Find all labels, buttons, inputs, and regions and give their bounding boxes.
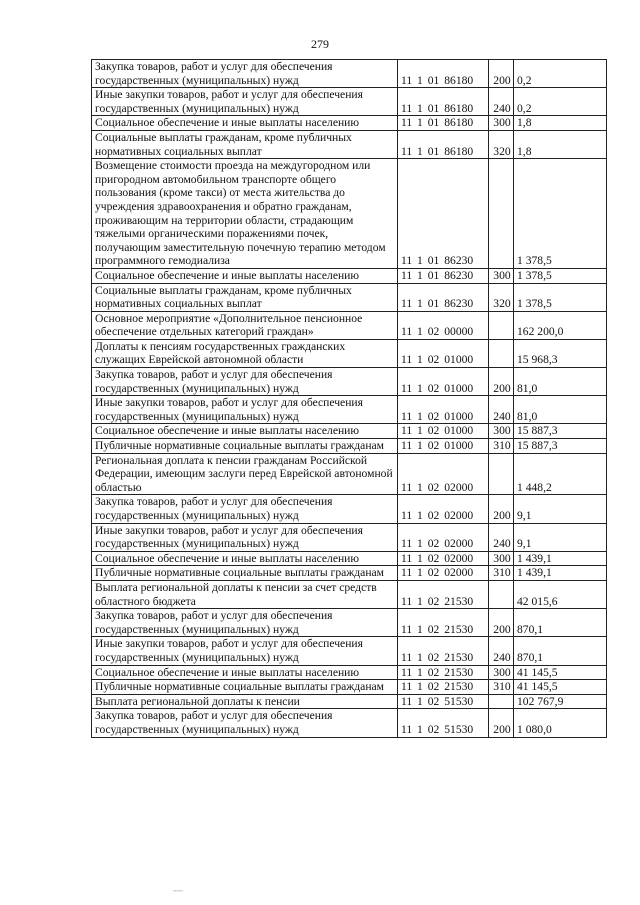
target-article-code: 11 1 02 21530 <box>398 680 489 695</box>
row-name: Выплата региональной доплаты к пенсии за счет средств областного бюджета <box>92 580 398 608</box>
expense-type-code: 300 <box>489 551 514 566</box>
amount: 1 378,5 <box>514 268 607 283</box>
row-name: Социальные выплаты гражданам, кроме публичных нормативных социальных выплат <box>92 130 398 158</box>
target-article-code: 11 1 02 02000 <box>398 495 489 523</box>
amount: 1 080,0 <box>514 709 607 737</box>
row-name: Иные закупки товаров, работ и услуг для обеспечения государственных (муниципальных) нужд <box>92 396 398 424</box>
row-name: Социальные выплаты гражданам, кроме публичных нормативных социальных выплат <box>92 283 398 311</box>
target-article-code: 11 1 02 02000 <box>398 566 489 581</box>
row-name: Иные закупки товаров, работ и услуг для обеспечения государственных (муниципальных) нужд <box>92 523 398 551</box>
amount: 870,1 <box>514 637 607 665</box>
expense-type-code: 200 <box>489 60 514 88</box>
row-name: Закупка товаров, работ и услуг для обеспечения государственных (муниципальных) нужд <box>92 368 398 396</box>
row-name: Социальное обеспечение и иные выплаты населению <box>92 665 398 680</box>
table-row <box>92 60 607 88</box>
expense-type-code <box>489 159 514 269</box>
row-name: Иные закупки товаров, работ и услуг для обеспечения государственных (муниципальных) нужд <box>92 637 398 665</box>
row-name: Публичные нормативные социальные выплаты гражданам <box>92 439 398 454</box>
target-article-code: 11 1 02 01000 <box>398 439 489 454</box>
expense-type-code: 300 <box>489 268 514 283</box>
amount: 9,1 <box>514 523 607 551</box>
amount: 9,1 <box>514 495 607 523</box>
amount: 102 767,9 <box>514 694 607 709</box>
amount: 15 887,3 <box>514 424 607 439</box>
row-name: Региональная доплата к пенсии гражданам Российской Федерации, имеющим заслуги перед Еврейской автономной областью <box>92 453 398 495</box>
row-name: Закупка товаров, работ и услуг для обеспечения государственных (муниципальных) нужд <box>92 495 398 523</box>
table-row <box>92 424 607 439</box>
expense-type-code <box>489 339 514 367</box>
row-name: Публичные нормативные социальные выплаты гражданам <box>92 680 398 695</box>
target-article-code: 11 1 02 02000 <box>398 453 489 495</box>
target-article-code: 11 1 02 51530 <box>398 709 489 737</box>
table-row <box>92 116 607 131</box>
amount: 1,8 <box>514 130 607 158</box>
expense-type-code: 320 <box>489 130 514 158</box>
amount: 81,0 <box>514 368 607 396</box>
target-article-code: 11 1 01 86230 <box>398 159 489 269</box>
row-name: Закупка товаров, работ и услуг для обеспечения государственных (муниципальных) нужд <box>92 609 398 637</box>
expense-type-code: 300 <box>489 116 514 131</box>
expense-type-code: 240 <box>489 637 514 665</box>
expense-type-code: 310 <box>489 680 514 695</box>
row-name: Доплаты к пенсиям государственных гражданских служащих Еврейской автономной области <box>92 339 398 367</box>
table-row <box>92 311 607 339</box>
target-article-code: 11 1 01 86230 <box>398 268 489 283</box>
table-row <box>92 268 607 283</box>
target-article-code: 11 1 02 01000 <box>398 368 489 396</box>
footer-mark: ~~~ <box>173 889 183 895</box>
table-row <box>92 637 607 665</box>
table-row <box>92 566 607 581</box>
amount: 1 378,5 <box>514 283 607 311</box>
expense-type-code: 300 <box>489 424 514 439</box>
row-name: Основное мероприятие «Дополнительное пенсионное обеспечение отдельных категорий граждан» <box>92 311 398 339</box>
expense-type-code: 200 <box>489 495 514 523</box>
budget-table <box>91 59 607 738</box>
expense-type-code: 320 <box>489 283 514 311</box>
target-article-code: 11 1 01 86230 <box>398 283 489 311</box>
table-row <box>92 396 607 424</box>
table-row <box>92 495 607 523</box>
expense-type-code: 200 <box>489 368 514 396</box>
row-name: Иные закупки товаров, работ и услуг для обеспечения государственных (муниципальных) нужд <box>92 88 398 116</box>
amount: 0,2 <box>514 60 607 88</box>
table-row <box>92 709 607 737</box>
target-article-code: 11 1 02 21530 <box>398 580 489 608</box>
amount: 1,8 <box>514 116 607 131</box>
target-article-code: 11 1 01 86180 <box>398 116 489 131</box>
row-name: Возмещение стоимости проезда на междугородном или пригородном автомобильном транспорте общего пользования (кроме такси) от места жительства до учреждения здравоохранения и обратно гражданам, проживающим на территории области, страдающим тяжелыми органическими поражениями почек, получающим заместительную почечную терапию методом программного гемодиализа <box>92 159 398 269</box>
expense-type-code <box>489 453 514 495</box>
amount: 1 378,5 <box>514 159 607 269</box>
table-row <box>92 580 607 608</box>
table-row <box>92 551 607 566</box>
table-row <box>92 339 607 367</box>
amount: 42 015,6 <box>514 580 607 608</box>
amount: 15 968,3 <box>514 339 607 367</box>
table-row <box>92 439 607 454</box>
table-row <box>92 694 607 709</box>
target-article-code: 11 1 02 02000 <box>398 551 489 566</box>
expense-type-code: 310 <box>489 439 514 454</box>
row-name: Социальное обеспечение и иные выплаты населению <box>92 424 398 439</box>
table-row <box>92 609 607 637</box>
amount: 41 145,5 <box>514 680 607 695</box>
expense-type-code <box>489 311 514 339</box>
table-row <box>92 88 607 116</box>
expense-type-code: 200 <box>489 609 514 637</box>
target-article-code: 11 1 02 21530 <box>398 665 489 680</box>
expense-type-code: 310 <box>489 566 514 581</box>
expense-type-code: 300 <box>489 665 514 680</box>
row-name: Публичные нормативные социальные выплаты гражданам <box>92 566 398 581</box>
row-name: Закупка товаров, работ и услуг для обеспечения государственных (муниципальных) нужд <box>92 60 398 88</box>
target-article-code: 11 1 02 01000 <box>398 424 489 439</box>
target-article-code: 11 1 02 21530 <box>398 637 489 665</box>
target-article-code: 11 1 01 86180 <box>398 130 489 158</box>
expense-type-code: 240 <box>489 523 514 551</box>
amount: 1 448,2 <box>514 453 607 495</box>
row-name: Выплата региональной доплаты к пенсии <box>92 694 398 709</box>
amount: 870,1 <box>514 609 607 637</box>
target-article-code: 11 1 02 21530 <box>398 609 489 637</box>
expense-type-code: 240 <box>489 396 514 424</box>
target-article-code: 11 1 01 86180 <box>398 88 489 116</box>
amount: 41 145,5 <box>514 665 607 680</box>
target-article-code: 11 1 01 86180 <box>398 60 489 88</box>
row-name: Закупка товаров, работ и услуг для обеспечения государственных (муниципальных) нужд <box>92 709 398 737</box>
amount: 162 200,0 <box>514 311 607 339</box>
amount: 1 439,1 <box>514 551 607 566</box>
row-name: Социальное обеспечение и иные выплаты населению <box>92 268 398 283</box>
table-row <box>92 523 607 551</box>
row-name: Социальное обеспечение и иные выплаты населению <box>92 551 398 566</box>
page-number: 279 <box>311 37 329 51</box>
expense-type-code: 240 <box>489 88 514 116</box>
amount: 1 439,1 <box>514 566 607 581</box>
table-row <box>92 283 607 311</box>
table-row <box>92 453 607 495</box>
expense-type-code: 200 <box>489 709 514 737</box>
amount: 0,2 <box>514 88 607 116</box>
target-article-code: 11 1 02 51530 <box>398 694 489 709</box>
target-article-code: 11 1 02 02000 <box>398 523 489 551</box>
amount: 81,0 <box>514 396 607 424</box>
target-article-code: 11 1 02 01000 <box>398 339 489 367</box>
expense-type-code <box>489 694 514 709</box>
row-name: Социальное обеспечение и иные выплаты населению <box>92 116 398 131</box>
table-row <box>92 368 607 396</box>
expense-type-code <box>489 580 514 608</box>
amount: 15 887,3 <box>514 439 607 454</box>
table-row <box>92 665 607 680</box>
table-row <box>92 130 607 158</box>
target-article-code: 11 1 02 01000 <box>398 396 489 424</box>
target-article-code: 11 1 02 00000 <box>398 311 489 339</box>
table-row <box>92 159 607 269</box>
table-row <box>92 680 607 695</box>
